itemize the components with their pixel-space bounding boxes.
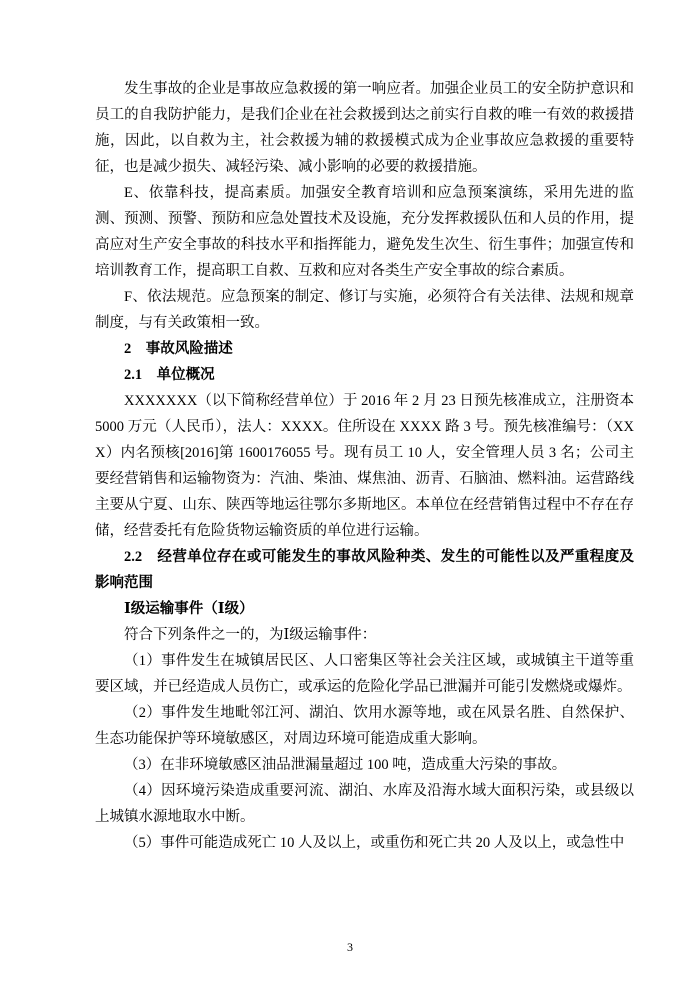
section-heading-2-1-unit-overview: 2.1 单位概况: [124, 367, 215, 383]
paragraph-principle-e-science: E、依靠科技，提高素质。加强安全教育培训和应急预案演练，采用先进的监测、预测、预警、预防和应急处置技术及设施，充分发挥救援队伍和人员的作用，提高应对生产安全事故的科技水平和指挥能力，避免发生次生、衍生事件；加强宣传和培训教育工作，提高职工自救、互救和应对各类生产安全事故的综合素质。: [95, 185, 634, 279]
paragraph-level1-conditions-intro: 符合下列条件之一的，为Ⅰ级运输事件：: [124, 627, 377, 643]
paragraph-condition-1: （1）事件发生在城镇居民区、人口密集区等社会关注区域，或城镇主干道等重要区域，并已经造成人员伤亡，或承运的危险化学品已泄漏并可能引发燃烧或爆炸。: [95, 653, 634, 695]
page-number: 3: [347, 940, 353, 954]
paragraph-condition-3: （3）在非环境敏感区油品泄漏量超过 100 吨，造成重大污染的事故。: [124, 757, 567, 773]
section-heading-2-risk-description: 2 事故风险描述: [124, 341, 233, 357]
paragraph-self-rescue: 发生事故的企业是事故应急救援的第一响应者。加强企业员工的安全防护意识和员工的自我防护能力，是我们企业在社会救援到达之前实行自救的唯一有效的救援措施，因此，以自救为主，社会救援为辅的救援模式成为企业事故应急救援的重要特征，也是减少损失、减轻污染、减小影响的必要的救援措施。: [95, 81, 634, 175]
paragraph-unit-overview: XXXXXXX（以下简称经营单位）于 2016 年 2 月 23 日预先核准成立，注册资本 5000 万元（人民币），法人：XXXX。住所设在 XXXX 路 3 号。预先核准编号：（XXX）内名预核[2016]第 1600176055 号。现有员工 10 人，安全管理人员 3 名；公司主要经营销售和运输物资为：汽油、柴油、煤焦油、沥青、石脑油、燃料油。运营路线主要从宁夏、山东、陕西等地运往鄂尔多斯地区。本单位在经营销售过程中不存在存储，经营委托有危险货物运输资质的单位进行运输。: [95, 393, 634, 539]
subheading-level-1-transport-event: Ⅰ级运输事件（Ⅰ级）: [124, 601, 254, 617]
paragraph-condition-4: （4）因环境污染造成重要河流、湖泊、水库及沿海水域大面积污染，或县级以上城镇水源地取水中断。: [95, 783, 634, 825]
paragraph-principle-f-law: F、依法规范。应急预案的制定、修订与实施，必须符合有关法律、法规和规章制度，与有关政策相一致。: [95, 289, 634, 331]
paragraph-condition-2: （2）事件发生地毗邻江河、湖泊、饮用水源等地，或在风景名胜、自然保护、生态功能保护等环境敏感区，对周边环境可能造成重大影响。: [95, 705, 634, 747]
section-heading-2-2-risk-types: 2.2 经营单位存在或可能发生的事故风险种类、发生的可能性以及严重程度及影响范围: [95, 549, 634, 591]
paragraph-condition-5: （5）事件可能造成死亡 10 人及以上，或重伤和死亡共 20 人及以上，或急性中: [124, 835, 625, 851]
